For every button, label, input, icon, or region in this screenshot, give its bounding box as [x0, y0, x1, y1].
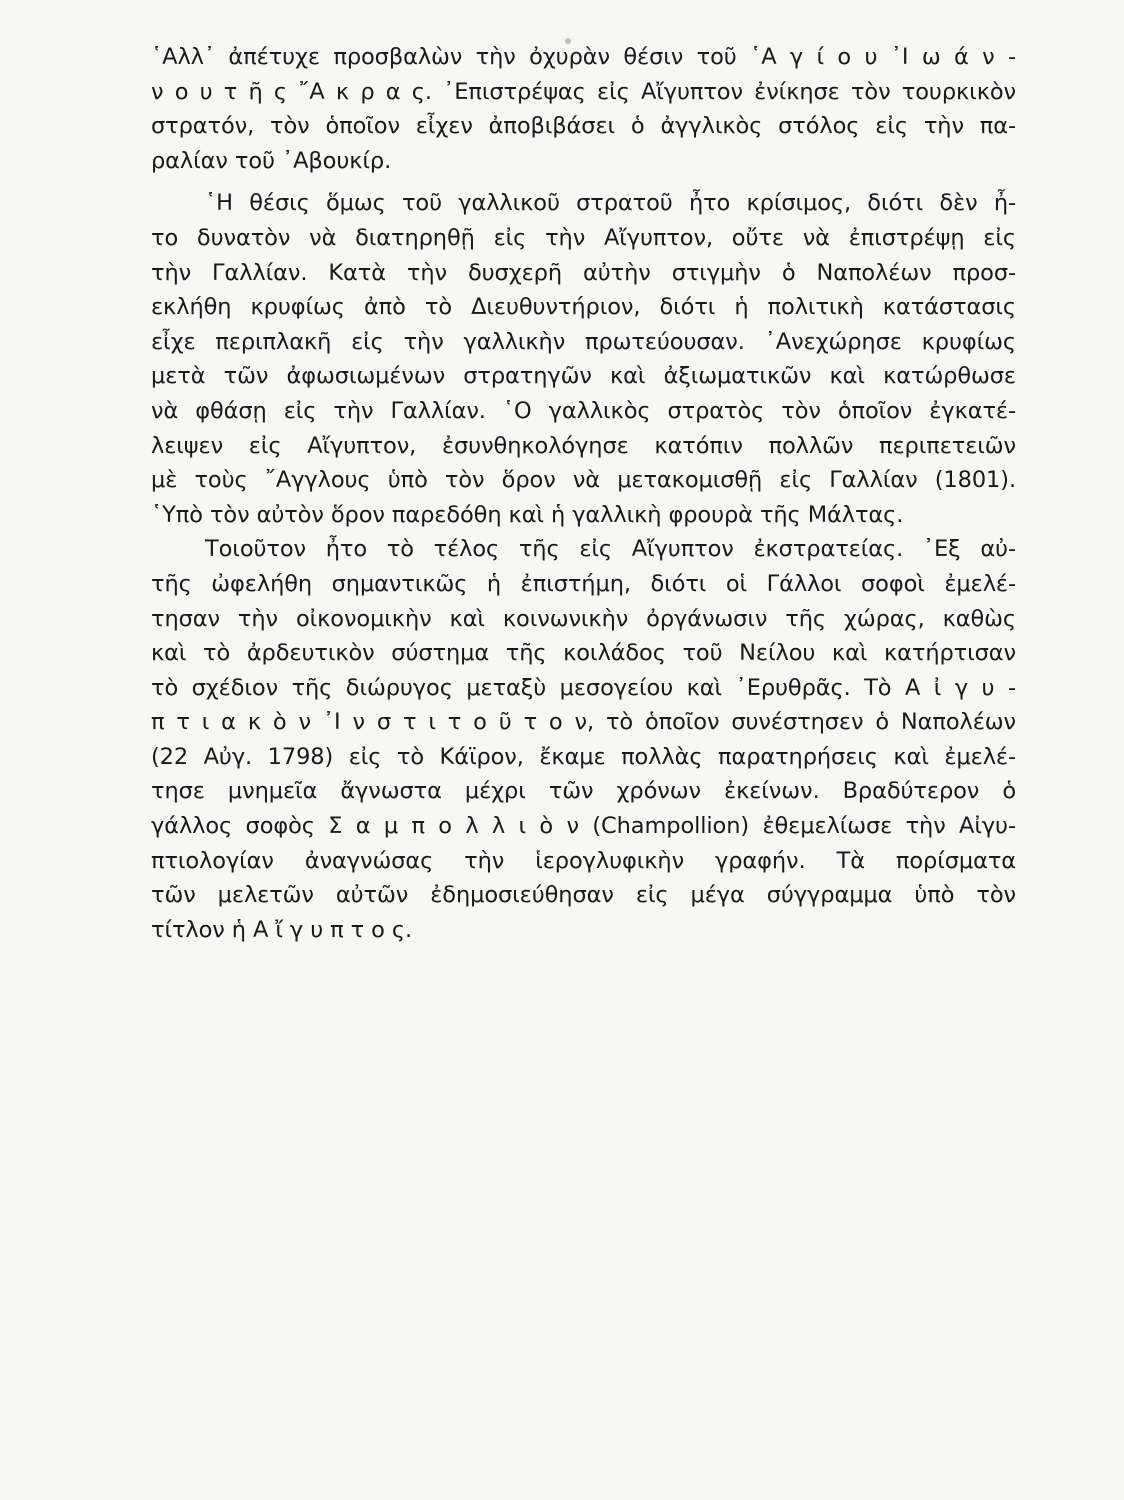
- paragraph-gap: [151, 178, 1016, 186]
- paragraph: [151, 532, 1016, 947]
- text-line: τῆς ὠφελήθη σημαντικῶς ἡ ἐπιστήμη, διότι οἱ Γάλλοι σοφοὶ ἐμελέ-: [151, 570, 1016, 597]
- text-line: ῾Υπὸ τὸν αὐτὸν ὅρον παρεδόθη καὶ ἡ γαλλικὴ φρουρὰ τῆς Μάλτας.: [151, 501, 904, 528]
- text-line: πτιολογίαν ἀναγνώσας τὴν ἱερογλυφικὴν γραφήν. Τὰ πορίσματα: [151, 847, 1016, 874]
- text-line: ν ο υ τ ῆ ς ῎Α κ ρ α ς. ᾽Επιστρέψας εἰς Αἴγυπτον ἐνίκησε τὸν τουρκικὸν: [151, 78, 1016, 105]
- text-line: Τοιοῦτον ἦτο τὸ τέλος τῆς εἰς Αἴγυπτον ἐκστρατείας. ᾽Εξ αὐ-: [205, 536, 1016, 563]
- text-line: το δυνατὸν νὰ διατηρηθῇ εἰς τὴν Αἴγυπτον, οὔτε νὰ ἐπιστρέψῃ εἰς: [151, 224, 1016, 251]
- text-line: τῶν μελετῶν αὐτῶν ἐδημοσιεύθησαν εἰς μέγα σύγγραμμα ὑπὸ τὸν: [151, 882, 1016, 909]
- paragraph: [151, 40, 1016, 178]
- page-body-text: [151, 40, 1016, 947]
- paragraph: [151, 186, 1016, 532]
- text-line: στρατόν, τὸν ὁποῖον εἶχεν ἀποβιβάσει ὁ ἀγγλικὸς στόλος εἰς τὴν πα-: [151, 113, 1016, 140]
- text-line: μὲ τοὺς ῎Αγγλους ὑπὸ τὸν ὅρον νὰ μετακομισθῇ εἰς Γαλλίαν (1801).: [151, 467, 1016, 494]
- text-line: π τ ι α κ ὸ ν ᾽Ι ν σ τ ι τ ο ῦ τ ο ν, τὸ ὁποῖον συνέστησεν ὁ Ναπολέων: [151, 709, 1016, 736]
- text-line: τὴν Γαλλίαν. Κατὰ τὴν δυσχερῆ αὐτὴν στιγμὴν ὁ Ναπολέων προσ-: [151, 259, 1016, 286]
- text-line: καὶ τὸ ἀρδευτικὸν σύστημα τῆς κοιλάδος τοῦ Νείλου καὶ κατήρτισαν: [151, 640, 1016, 667]
- text-line: μετὰ τῶν ἀφωσιωμένων στρατηγῶν καὶ ἀξιωματικῶν καὶ κατώρθωσε: [151, 363, 1016, 390]
- text-line: ῾Αλλ᾽ ἀπέτυχε προσβαλὼν τὴν ὀχυρὰν θέσιν τοῦ ῾Α γ ί ο υ ᾽Ι ω ά ν -: [151, 44, 1016, 70]
- text-line: τησαν τὴν οἰκονομικὴν καὶ κοινωνικὴν ὀργάνωσιν τῆς χώρας, καθὼς: [151, 605, 1016, 632]
- text-line: τὸ σχέδιον τῆς διώρυγος μεταξὺ μεσογείου καὶ ᾽Ερυθρᾶς. Τὸ Α ἰ γ υ -: [151, 674, 1016, 701]
- text-line: τησε μνημεῖα ἄγνωστα μέχρι τῶν χρόνων ἐκείνων. Βραδύτερον ὁ: [151, 778, 1016, 805]
- text-line: γάλλος σοφὸς Σ α μ π ο λ λ ι ὸ ν (Champollion) ἐθεμελίωσε τὴν Αἰγυ-: [151, 813, 1016, 840]
- text-line: εκλήθη κρυφίως ἀπὸ τὸ Διευθυντήριον, διότι ἡ πολιτικὴ κατάστασις: [151, 294, 1016, 321]
- text-line: (22 Αὐγ. 1798) εἰς τὸ Κάϊρον, ἔκαμε πολλὰς παρατηρήσεις καὶ ἐμελέ-: [151, 743, 1016, 770]
- text-line: ῾Η θέσις ὅμως τοῦ γαλλικοῦ στρατοῦ ἦτο κρίσιμος, διότι δὲν ἦ-: [205, 190, 1016, 217]
- text-line: τίτλον ἡ Α ἴ γ υ π τ ο ς.: [151, 916, 413, 943]
- text-line: εἶχε περιπλακῆ εἰς τὴν γαλλικὴν πρωτεύουσαν. ᾽Ανεχώρησε κρυφίως: [151, 328, 1016, 355]
- text-line: λειψεν εἰς Αἴγυπτον, ἐσυνθηκολόγησε κατόπιν πολλῶν περιπετειῶν: [151, 432, 1016, 459]
- text-line: νὰ φθάσῃ εἰς τὴν Γαλλίαν. ῾Ο γαλλικὸς στρατὸς τὸν ὁποῖον ἐγκατέ-: [151, 397, 1016, 424]
- text-line: ραλίαν τοῦ ᾽Αβουκίρ.: [151, 147, 392, 174]
